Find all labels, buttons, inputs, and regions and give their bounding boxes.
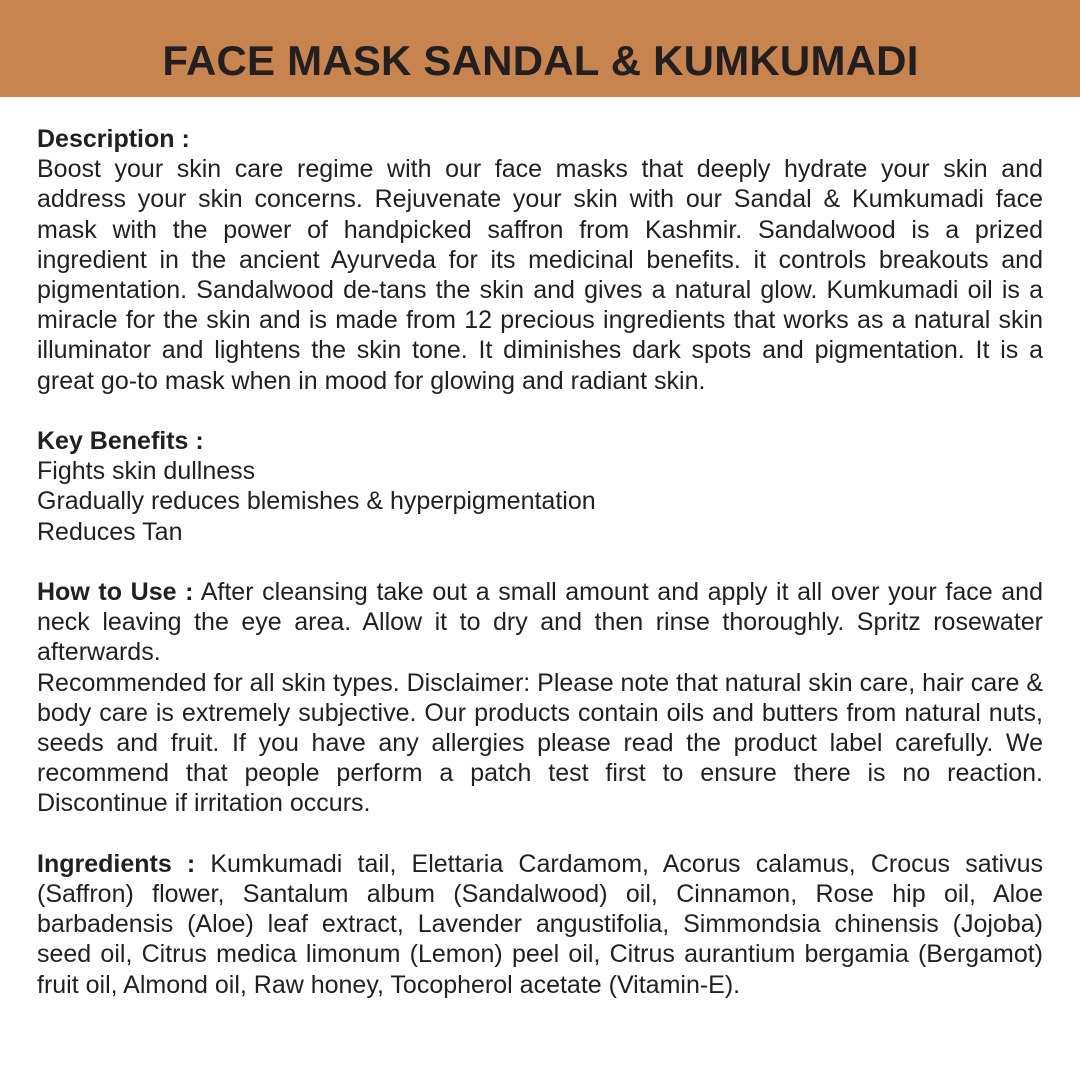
section-spacer (37, 547, 1043, 577)
description-heading: Description : (37, 125, 190, 153)
product-details (37, 124, 1043, 1000)
section-spacer (37, 396, 1043, 426)
how-to-use-section (37, 577, 1043, 819)
header-band (0, 0, 1080, 97)
how-to-use-paragraph (37, 577, 1043, 668)
ingredients-section (37, 849, 1043, 1000)
ingredients-paragraph (37, 849, 1043, 1000)
benefits-list (37, 456, 1043, 547)
benefit-item: Gradually reduces blemishes & hyperpigmentation (37, 487, 596, 516)
description-text: Boost your skin care regime with our face masks that deeply hydrate your skin and address your skin concerns. Rejuvenate your skin with our Sandal & Kumkumadi face mask with the power of handpicked saffron from Kashmir. Sandalwood is a prized ingredient in the ancient Ayurveda for its medicinal benefits. it controls breakouts and pigmentation. Sandalwood de-tans the skin and gives a natural glow. Kumkumadi oil is a miracle for the skin and is made from 12 precious ingredients that works as a natural skin illuminator and lightens the skin tone. It diminishes dark spots and pigmentation. It is a great go-to mask when in mood for glowing and radiant skin. (37, 155, 1043, 395)
section-spacer (37, 819, 1043, 849)
how-to-use-text: After cleansing take out a small amount and apply it all over your face and neck leaving the eye area. Allow it to dry and then rinse thoroughly. Spritz rosewater afterwards. (37, 578, 1043, 667)
key-benefits-heading: Key Benefits : (37, 427, 204, 456)
benefit-item: Fights skin dullness (37, 457, 256, 486)
how-to-use-label: How to Use : (37, 578, 194, 607)
benefit-item: Reduces Tan (37, 517, 183, 546)
key-benefits-section (37, 426, 1043, 547)
description-section (37, 124, 1043, 396)
disclaimer-text: Recommended for all skin types. Disclaimer: Please note that natural skin care, hair care & body care is extremely subjective. Our products contain oils and butters from natural nuts, seeds and fruit. If you have any allergies please read the product label carefully. We recommend that people perform a patch test first to ensure there is no reaction. Discontinue if irritation occurs. (37, 668, 1044, 818)
ingredients-label: Ingredients : (37, 849, 196, 878)
ingredients-text: Kumkumadi tail, Elettaria Cardamom, Acorus calamus, Crocus sativus (Saffron) flower, Santalum album (Sandalwood) oil, Cinnamon, Rose hip oil, Aloe barbadensis (Aloe) leaf extract, Lavender angustifolia, Simmondsia chinensis (Jojoba) seed oil, Citrus medica limonum (Lemon) peel oil, Citrus aurantium bergamia (Bergamot) fruit oil, Almond oil, Raw honey, Tocopherol acetate (Vitamin-E). (37, 849, 1044, 999)
page-title: FACE MASK SANDAL & KUMKUMADI (162, 36, 919, 84)
